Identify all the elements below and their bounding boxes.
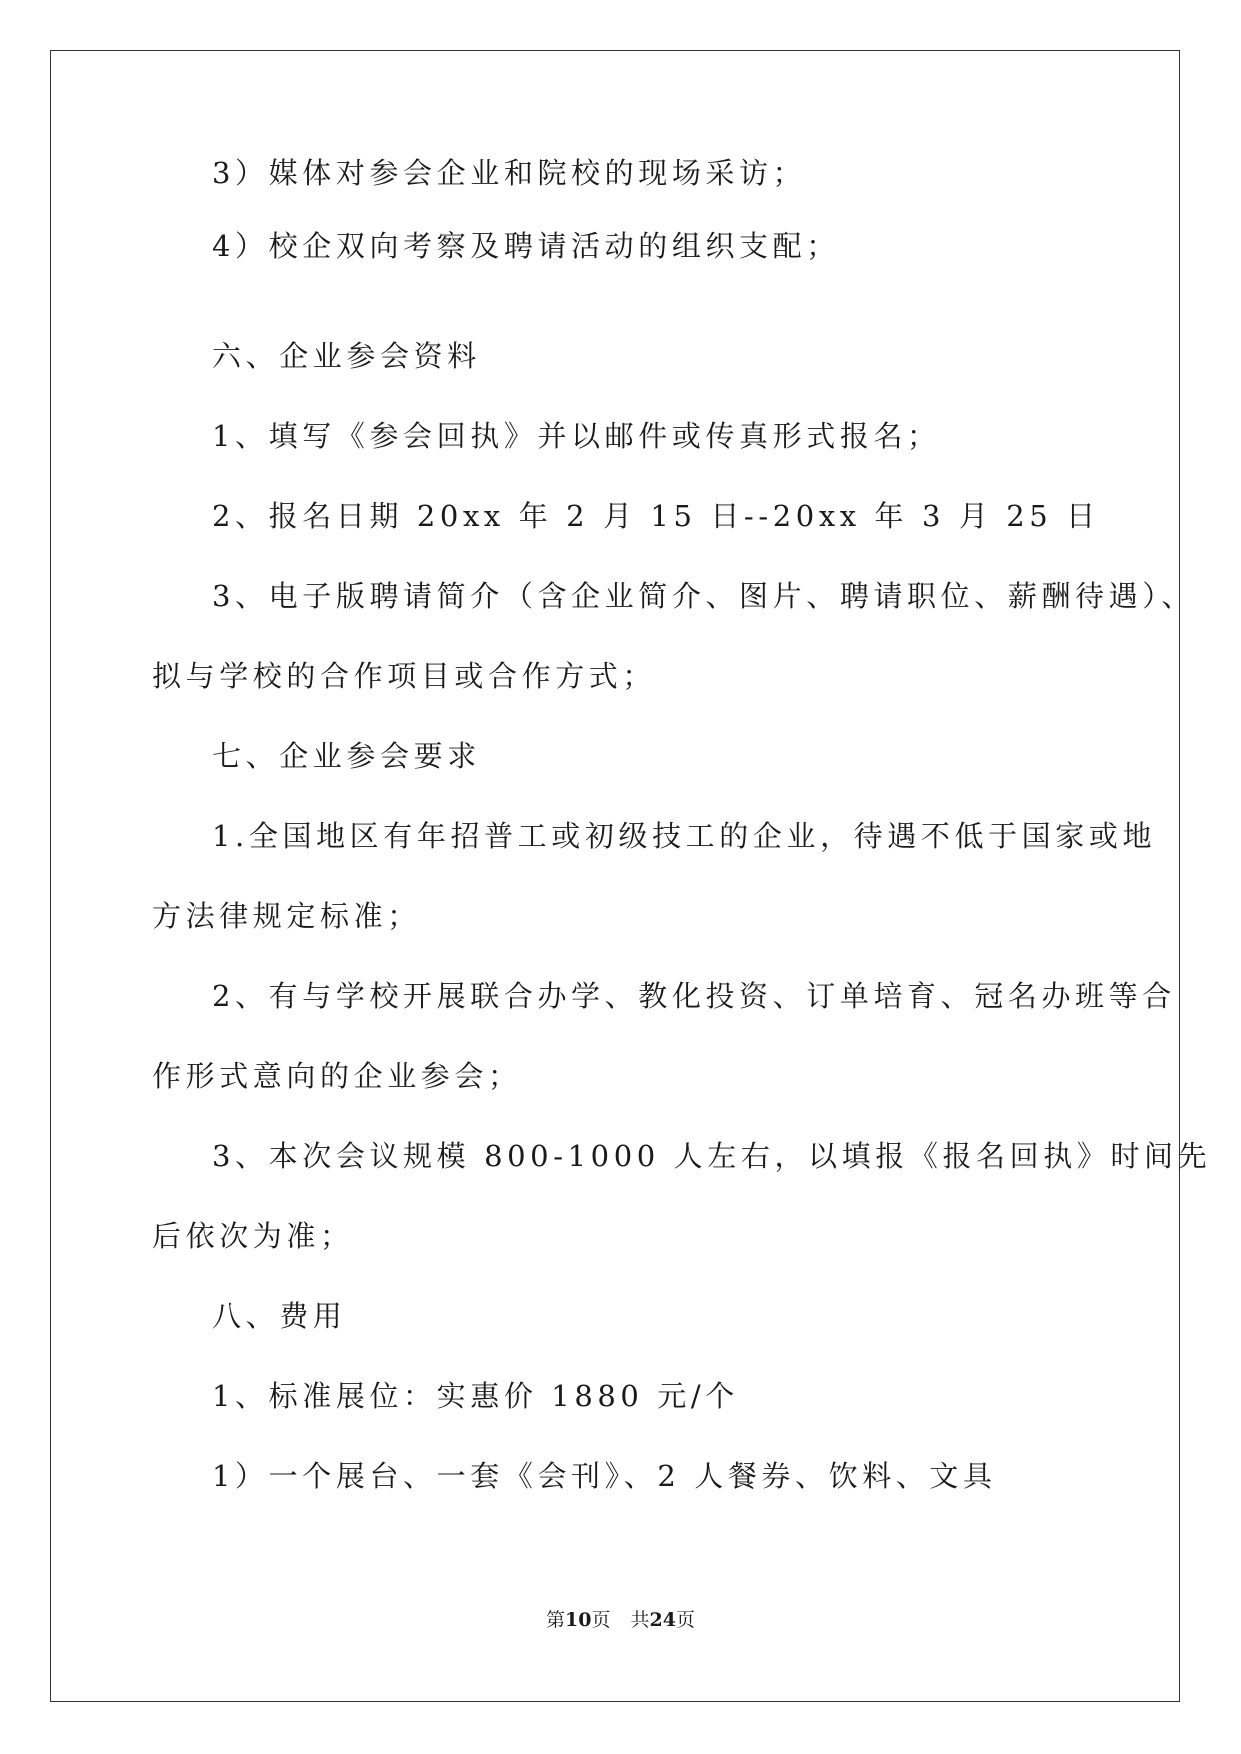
text-line: 作形式意向的企业参会；	[152, 1059, 522, 1093]
text-line: 3）媒体对参会企业和院校的现场采访；	[212, 156, 807, 190]
text-line: 拟与学校的合作项目或合作方式；	[152, 659, 657, 693]
page-border	[50, 50, 1212, 1702]
page-total: 24	[649, 1609, 676, 1631]
page-suffix: 页	[591, 1609, 611, 1631]
text-line: 1、填写《参会回执》并以邮件或传真形式报名；	[212, 419, 941, 453]
text-line: 3、本次会议规模 800-1000 人左右，以填报《报名回执》时间先	[212, 1139, 1212, 1173]
page-number: 10	[565, 1609, 592, 1631]
section-heading: 七、企业参会要求	[212, 739, 481, 773]
total-prefix: 共	[630, 1609, 650, 1631]
text-line: 2、有与学校开展联合办学、教化投资、订单培育、冠名办班等合	[212, 979, 1176, 1013]
text-line: 2、报名日期 20xx 年 2 月 15 日--20xx 年 3 月 25 日	[212, 499, 1100, 533]
text-line: 3、电子版聘请简介（含企业简介、图片、聘请职位、薪酬待遇）、	[212, 579, 1195, 613]
text-line: 1.全国地区有年招普工或初级技工的企业，待遇不低于国家或地	[212, 819, 1157, 853]
text-line: 后依次为准；	[152, 1219, 354, 1253]
page-prefix: 第	[546, 1609, 566, 1631]
page-footer	[0, 1608, 1241, 1632]
text-line: 方法律规定标准；	[152, 899, 421, 933]
total-suffix: 页	[675, 1609, 695, 1631]
text-line: 1、标准展位：实惠价 1880 元/个	[212, 1379, 739, 1413]
section-heading: 六、企业参会资料	[212, 339, 481, 373]
text-line: 1）一个展台、一套《会刊》、2 人餐券、饮料、文具	[212, 1459, 997, 1493]
text-line: 4）校企双向考察及聘请活动的组织支配；	[212, 229, 840, 263]
section-heading: 八、费用	[212, 1299, 347, 1333]
